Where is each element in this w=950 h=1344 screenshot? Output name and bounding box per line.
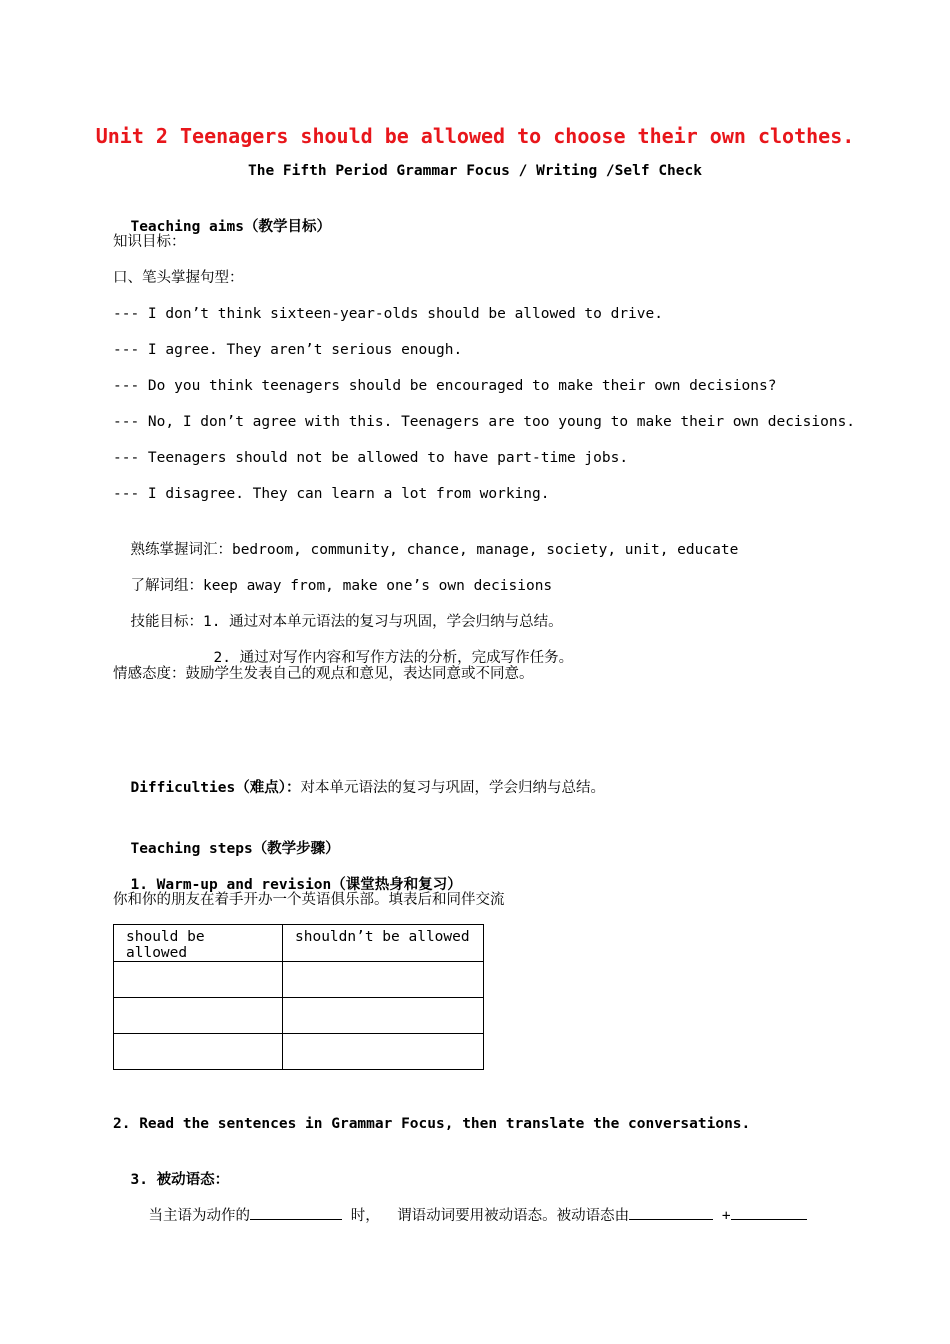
phrases-list: keep away from, make one’s own decisions	[202, 578, 553, 594]
vocab-line	[113, 520, 738, 560]
table-cell[interactable]	[283, 962, 484, 998]
skill-line-2	[196, 628, 573, 668]
table-header-should: should be allowed	[114, 925, 283, 962]
passive-text-3: 谓语动词要用被动语态。被动语态由	[397, 1208, 630, 1224]
document-subtitle: The Fifth Period Grammar Focus / Writing /Self Check	[248, 163, 702, 179]
teaching-aims-heading-en: Teaching aims	[130, 219, 244, 235]
step-1-heading	[113, 855, 462, 895]
teaching-steps-heading	[113, 819, 340, 859]
difficulties-text: 对本单元语法的复习与巩固，学会归纳与总结。	[300, 780, 605, 796]
table-cell[interactable]	[114, 1034, 283, 1070]
table-cell[interactable]	[114, 962, 283, 998]
difficulties-label-cn: （难点）：	[235, 780, 301, 796]
phrases-label: 了解词组：	[130, 578, 203, 594]
plus-sign: +	[721, 1208, 731, 1224]
passive-text-2: 时，	[350, 1208, 380, 1224]
passive-text-1: 当主语为动作的	[148, 1208, 250, 1224]
table-cell[interactable]	[283, 1034, 484, 1070]
allowed-table	[113, 924, 484, 1070]
document-title: Unit 2 Teenagers should be allowed to choose their own clothes.	[95, 124, 855, 148]
sentence-6: --- I disagree. They can learn a lot from working.	[113, 486, 550, 502]
skill-1-text: 通过对本单元语法的复习与巩固，学会归纳与总结。	[229, 614, 563, 630]
step-2-heading: 2. Read the sentences in Grammar Focus, then translate the conversations.	[113, 1116, 751, 1132]
sentence-heading: 口、笔头掌握句型：	[113, 270, 244, 286]
step-1-instruction: 你和你的朋友在着手开办一个英语俱乐部。填表后和同伴交流	[113, 892, 505, 908]
table-cell[interactable]	[114, 998, 283, 1034]
difficulties-label-en: Difficulties	[130, 780, 236, 796]
step-3-number: 3.	[130, 1172, 148, 1188]
fill-blank-2[interactable]	[629, 1205, 713, 1220]
fill-blank-1[interactable]	[250, 1205, 342, 1220]
step-1-heading-cn: （课堂热身和复习）	[331, 877, 462, 893]
table-cell[interactable]	[283, 998, 484, 1034]
skills-label: 技能目标：	[130, 614, 203, 630]
teaching-aims-heading	[113, 197, 331, 237]
table-header-row	[114, 925, 484, 962]
fill-blank-3[interactable]	[731, 1205, 807, 1220]
skill-1-number: 1.	[202, 614, 221, 630]
table-row	[114, 1034, 484, 1070]
teaching-aims-heading-cn: （教学目标）	[243, 219, 331, 235]
sentence-2: --- I agree. They aren’t serious enough.	[113, 342, 463, 358]
teaching-steps-heading-cn: （教学步骤）	[252, 841, 340, 857]
table-header-shouldnt: shouldn’t be allowed	[283, 925, 484, 962]
passive-voice-line	[131, 1185, 807, 1226]
teaching-steps-heading-en: Teaching steps	[130, 841, 253, 857]
sentence-3: --- Do you think teenagers should be encouraged to make their own decisions?	[113, 378, 777, 394]
table-row	[114, 962, 484, 998]
attitude-goal: 情感态度：鼓励学生发表自己的观点和意见，表达同意或不同意。	[113, 666, 534, 682]
sentence-5: --- Teenagers should not be allowed to have part-time jobs.	[113, 450, 629, 466]
skill-2-number: 2.	[213, 650, 231, 666]
knowledge-goal-label: 知识目标：	[113, 234, 186, 250]
sentence-4: --- No, I don’t agree with this. Teenagers are too young to make their own decisions.	[113, 414, 856, 430]
phrases-line	[113, 556, 552, 596]
skill-line-1	[113, 592, 563, 632]
step-3-label: 被动语态：	[156, 1172, 230, 1188]
step-3-heading	[113, 1150, 229, 1190]
difficulties-line	[113, 758, 605, 798]
skill-2-text: 通过对写作内容和写作方法的分析，完成写作任务。	[239, 650, 574, 666]
vocab-list: bedroom, community, chance, manage, society, unit, educate	[231, 542, 739, 558]
table-row	[114, 998, 484, 1034]
vocab-label: 熟练掌握词汇：	[130, 542, 232, 558]
step-1-heading-en: 1. Warm-up and revision	[130, 877, 332, 893]
sentence-1: --- I don’t think sixteen-year-olds should be allowed to drive.	[113, 306, 663, 322]
